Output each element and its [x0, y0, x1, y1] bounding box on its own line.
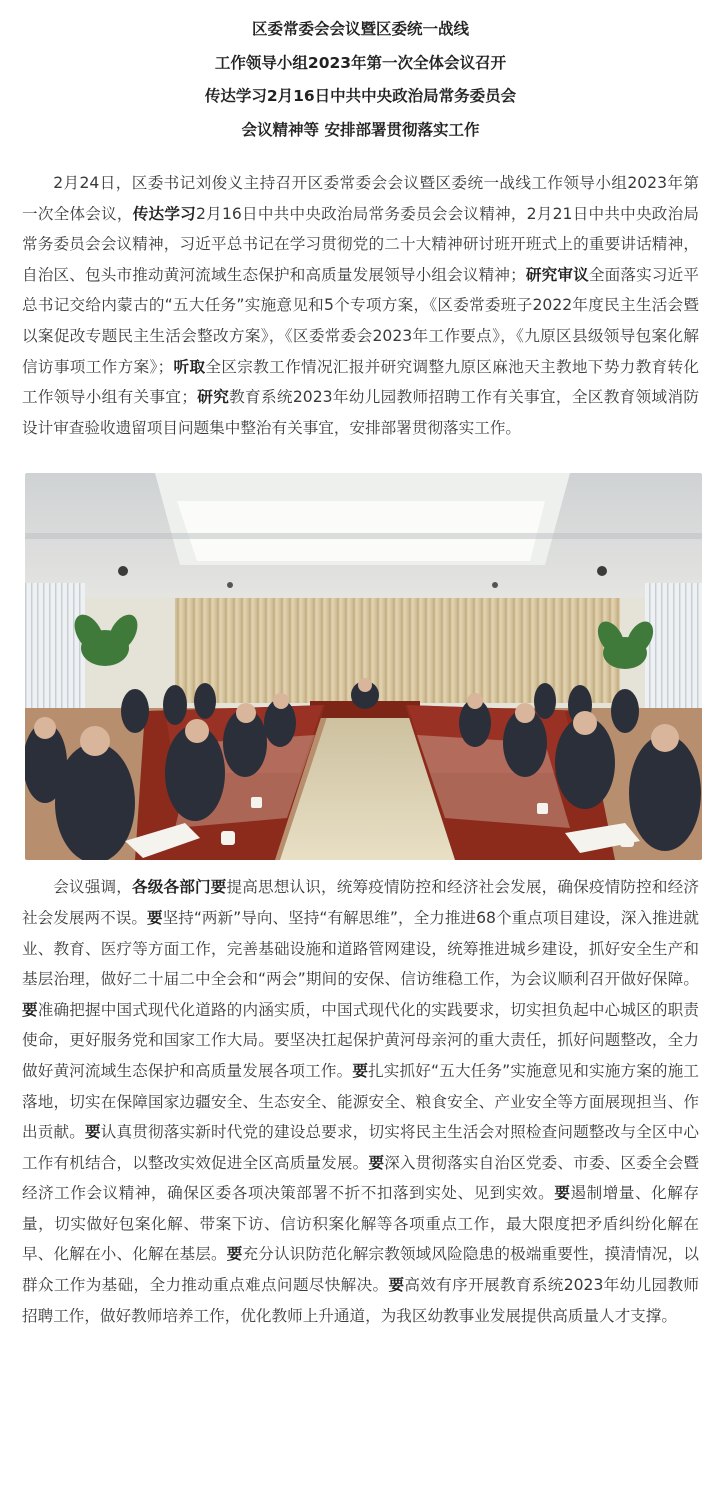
- bold-segment: 各级各部门要: [131, 878, 227, 897]
- text-segment: 坚持“两新”导向、坚持“有解思维”，全力推进68个重点项目建设，深入推进就业、教育、医疗等方面工作，完善基础设施和道路管网建设，统筹推进城乡建设，抓好安全生产和基层治理，做好二十届二中全会和“两会”期间的安保、信访维稳工作，为会议顺利召开做好保障。: [22, 908, 699, 989]
- text-segment: 教育系统2023年幼儿园教师招聘工作有关事宜，全区教育领域消防设计审查验收遗留项目问题集中整治有关事宜，安排部署贯彻落实工作。: [22, 388, 699, 437]
- text-segment: 准确把握中国式现代化道路的内涵实质，中国式现代化的实践要求，切实担负起中心城区的职责使命，更好服务党和国家工作大局。要坚决扛起保护黄河母亲河的重大责任，抓好问题整改，全力做好黄河流域生态保护和高质量发展各项工作。: [22, 1000, 699, 1080]
- bold-segment: 要: [554, 1184, 571, 1203]
- title-line-2: 工作领导小组2023年第一次全体会议召开: [214, 53, 507, 72]
- bold-segment: 研究审议: [525, 265, 589, 284]
- bold-segment: 要: [22, 1000, 38, 1019]
- text-segment: 会议强调，: [53, 878, 132, 897]
- bold-segment: 要: [146, 908, 163, 927]
- bold-segment: 要: [388, 1276, 405, 1295]
- text-segment: 2月16日中共中央政治局常务委员会会议精神，2月21日中共中央政治局常务委员会会议精神，习近平总书记在学习贯彻党的二十大精神研讨班开班式上的重要讲话精神，自治区、包头市推动黄河流域生态保护和高质量发展领导小组会议精神；: [22, 204, 699, 284]
- title-line-3: 传达学习2月16日中共中央政治局常务委员会: [204, 87, 517, 105]
- text-segment: 高效有序开展教育系统2023年幼儿园教师招聘工作，做好教师培养工作，优化教师上升通道，为我区幼教事业发展提供高质量人才支撑。: [22, 1276, 699, 1325]
- title-line-1: 区委常委会会议暨区委统一战线: [251, 20, 469, 38]
- bold-segment: 要: [352, 1061, 369, 1080]
- text-segment: 认真贯彻落实新时代党的建设总要求，切实将民主生活会对照检查问题整改与全区中心工作有机结合，以整改实效促进全区高质量发展。: [22, 1123, 699, 1172]
- text-segment: 充分认识防范化解宗教领域风险隐患的极端重要性，摸清情况，以群众工作为基础，全力推动重点难点问题尽快解决。: [22, 1245, 699, 1295]
- bold-segment: 要: [226, 1245, 243, 1264]
- bold-segment: 要: [368, 1153, 385, 1172]
- text-segment: 2月24日，区委书记刘俊义主持召开区委常委会会议暨区委统一战线工作领导小组2023年第一次全体会议，: [22, 174, 699, 223]
- text-segment: 全区宗教工作情况汇报并研究调整九原区麻池天主教地下势力教育转化工作领导小组有关事宜；: [22, 357, 699, 407]
- bold-segment: 研究: [196, 388, 230, 407]
- paragraph-intro: [22, 168, 699, 443]
- bold-segment: 传达学习: [132, 204, 196, 223]
- bold-segment: 要: [85, 1123, 101, 1142]
- text-segment: 提高思想认识，统筹疫情防控和经济社会发展，确保疫情防控和经济社会发展两不误。: [22, 878, 699, 927]
- title-line-4: 会议精神等 安排部署贯彻落实工作: [241, 120, 480, 139]
- text-segment: 扎实抓好“五大任务”实施意见和实施方案的施工落地，切实在保障国家边疆安全、生态安全、能源安全、粮食安全、产业安全等方面展现担当、作出贡献。: [22, 1061, 699, 1142]
- meeting-photo: [25, 473, 702, 860]
- text-segment: 遏制增量、化解存量，切实做好包案化解、带案下访、信访积案化解等各项重点工作，最大限度把矛盾纠纷化解在早、化解在小、化解在基层。: [22, 1184, 699, 1264]
- bold-segment: 听取: [173, 357, 206, 376]
- text-segment: 深入贯彻落实自治区党委、市委、区委全会暨经济工作会议精神，确保区委各项决策部署不折不扣落到实处、见到实效。: [22, 1153, 699, 1203]
- text-segment: 全面落实习近平总书记交给内蒙古的“五大任务”实施意见和5个专项方案，《区委常委班子2022年度民主生活会暨以案促改专题民主生活会整改方案》，《区委常委会2023年工作要点》，《九原区县级领导包案化解信访事项工作方案》；: [22, 265, 699, 376]
- article-title: [22, 0, 699, 147]
- paragraph-emphasis: [22, 872, 699, 1331]
